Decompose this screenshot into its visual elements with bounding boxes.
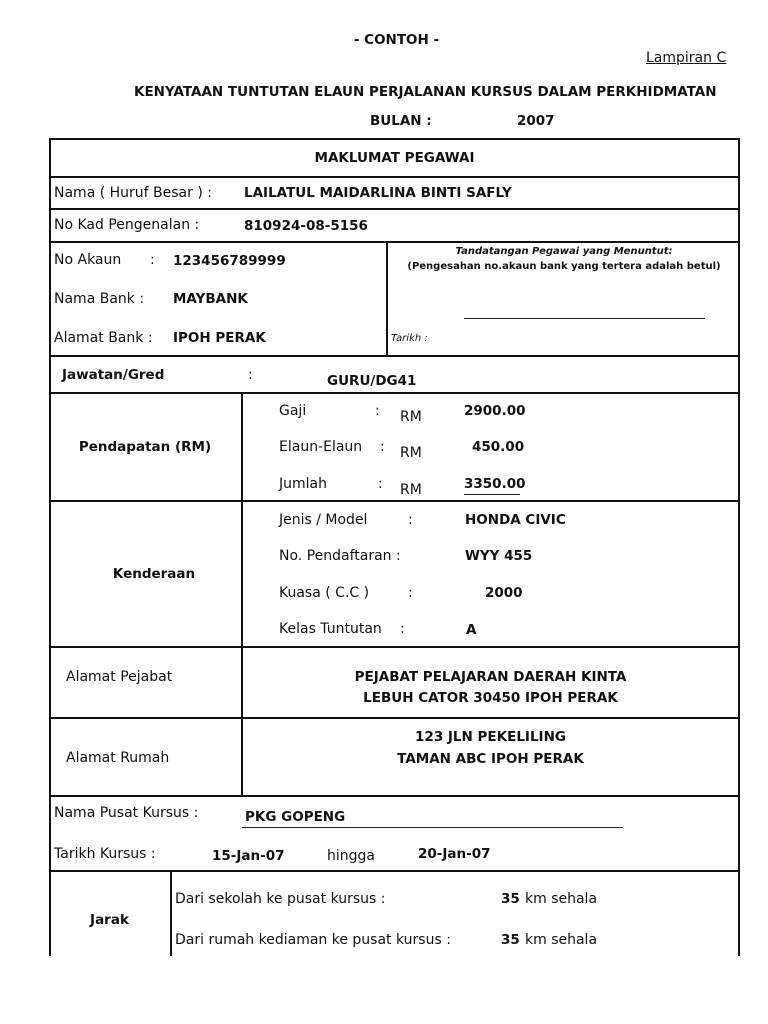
pendapatan-label: Pendapatan (RM)	[78, 439, 212, 455]
kuasa-value[interactable]: 2000	[485, 585, 523, 601]
jumlah-label: Jumlah	[279, 476, 327, 492]
pendaftaran-label: No. Pendaftaran :	[279, 548, 401, 564]
ic-value[interactable]: 810924-08-5156	[244, 218, 368, 234]
kelas-colon: :	[400, 621, 405, 637]
jumlah-value[interactable]: 3350.00	[464, 476, 526, 492]
hingga-label: hingga	[327, 848, 375, 864]
jarak-rumah-unit: km sehala	[525, 932, 598, 948]
elaun-label: Elaun-Elaun	[279, 439, 363, 455]
jarak-sekolah-unit: km sehala	[525, 891, 598, 907]
signature-line[interactable]	[464, 318, 705, 319]
alamat-pejabat-line2[interactable]: LEBUH CATOR 30450 IPOH PERAK	[363, 690, 618, 706]
akaun-colon: :	[150, 252, 155, 268]
kuasa-colon: :	[408, 585, 413, 601]
jenis-value[interactable]: HONDA CIVIC	[465, 512, 566, 528]
kelas-label: Kelas Tuntutan	[279, 621, 382, 637]
jarak-sekolah-label: Dari sekolah ke pusat kursus :	[175, 891, 386, 907]
lampiran-label: Lampiran C	[646, 50, 727, 66]
jawatan-colon: :	[248, 367, 253, 383]
tarikh-kursus-from[interactable]: 15-Jan-07	[212, 848, 285, 864]
nama-value[interactable]: LAILATUL MAIDARLINA BINTI SAFLY	[244, 185, 512, 201]
tarikh-kursus-to[interactable]: 20-Jan-07	[418, 846, 491, 862]
kenderaan-label: Kenderaan	[112, 566, 196, 582]
akaun-label: No Akaun	[54, 252, 122, 268]
pusat-kursus-underline	[242, 827, 623, 828]
alamat-pejabat-line1[interactable]: PEJABAT PELAJARAN DAERAH KINTA	[354, 669, 627, 685]
tarikh-sign-label: Tarikh :	[391, 333, 428, 344]
elaun-colon: :	[380, 439, 385, 455]
jawatan-value[interactable]: GURU/DG41	[327, 373, 417, 389]
gaji-currency: RM	[400, 409, 422, 425]
akaun-value[interactable]: 123456789999	[173, 253, 286, 269]
jumlah-underline	[464, 494, 520, 495]
kuasa-label: Kuasa ( C.C )	[279, 585, 370, 601]
tarikh-kursus-label: Tarikh Kursus :	[54, 846, 156, 862]
contoh-label: - CONTOH -	[353, 32, 440, 48]
gaji-colon: :	[375, 403, 380, 419]
jarak-rumah-value[interactable]: 35	[501, 932, 520, 948]
signature-title: Tandatangan Pegawai yang Menuntut:	[455, 246, 673, 257]
jumlah-colon: :	[378, 476, 383, 492]
elaun-currency: RM	[400, 445, 422, 461]
pusat-kursus-label: Nama Pusat Kursus :	[54, 805, 199, 821]
alamat-rumah-label: Alamat Rumah	[66, 750, 170, 766]
signature-note: (Pengesahan no.akaun bank yang tertera adalah betul)	[407, 261, 721, 272]
jarak-rumah-label: Dari rumah kediaman ke pusat kursus :	[175, 932, 451, 948]
jumlah-currency: RM	[400, 482, 422, 498]
gaji-value[interactable]: 2900.00	[464, 403, 526, 419]
bank-label: Nama Bank :	[54, 291, 145, 307]
pendaftaran-value[interactable]: WYY 455	[465, 548, 533, 564]
pusat-kursus-value[interactable]: PKG GOPENG	[245, 809, 346, 825]
year-value: 2007	[517, 113, 555, 129]
form-title: KENYATAAN TUNTUTAN ELAUN PERJALANAN KURSUS DALAM PERKHIDMATAN	[134, 84, 717, 100]
alamat-pejabat-label: Alamat Pejabat	[66, 669, 173, 685]
kelas-value[interactable]: A	[466, 622, 477, 638]
jawatan-label: Jawatan/Gred	[62, 367, 165, 383]
ic-label: No Kad Pengenalan :	[54, 217, 200, 233]
alamat-bank-label: Alamat Bank :	[54, 330, 153, 346]
bank-value[interactable]: MAYBANK	[173, 291, 248, 307]
jarak-label: Jarak	[90, 912, 129, 928]
nama-label: Nama ( Huruf Besar ) :	[54, 185, 212, 201]
jenis-label: Jenis / Model	[279, 512, 368, 528]
alamat-rumah-line2[interactable]: TAMAN ABC IPOH PERAK	[397, 751, 584, 767]
alamat-rumah-line1[interactable]: 123 JLN PEKELILING	[415, 729, 566, 745]
bulan-label: BULAN :	[370, 113, 432, 129]
alamat-bank-value[interactable]: IPOH PERAK	[173, 330, 266, 346]
jarak-sekolah-value[interactable]: 35	[501, 891, 520, 907]
gaji-label: Gaji	[279, 403, 307, 419]
section-title-maklumat-pegawai: MAKLUMAT PEGAWAI	[314, 150, 475, 166]
elaun-value[interactable]: 450.00	[472, 439, 525, 455]
jenis-colon: :	[408, 512, 413, 528]
